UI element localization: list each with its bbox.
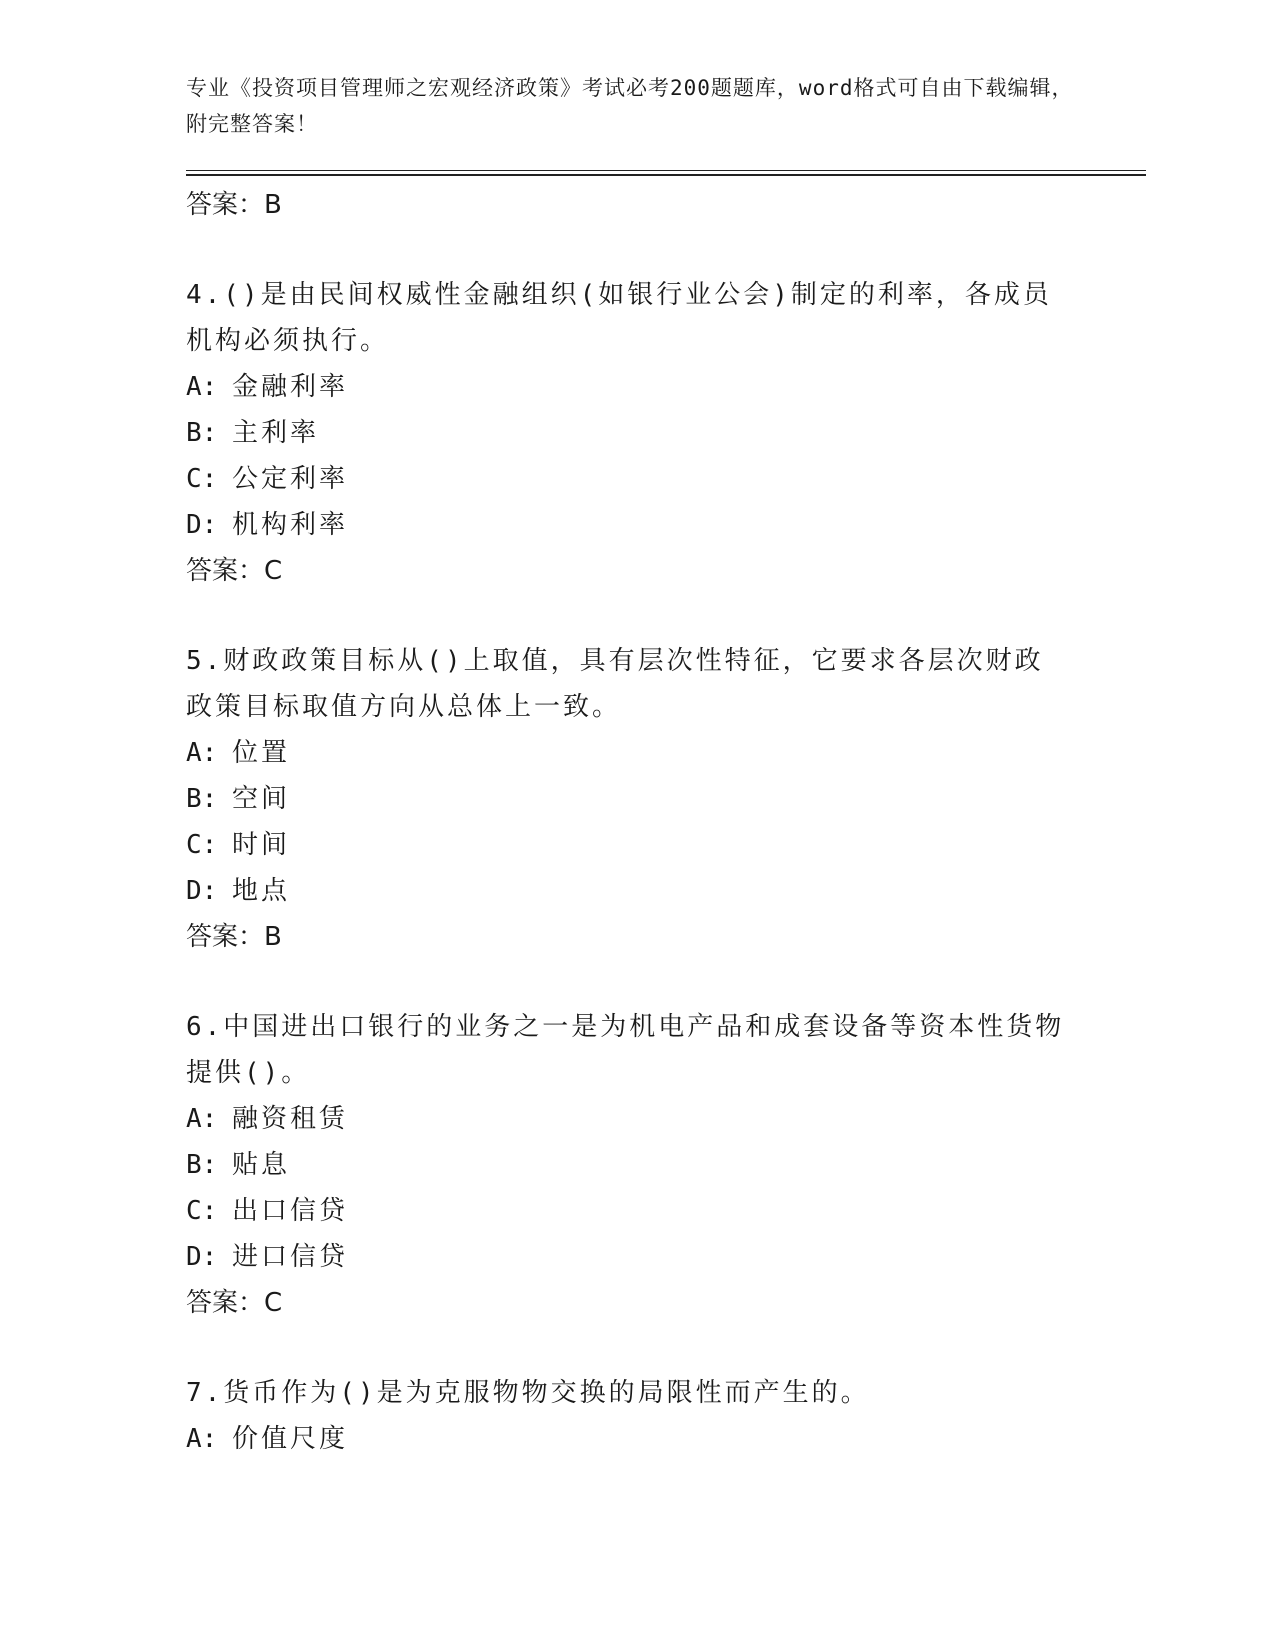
question-text: 5.财政政策目标从()上取值，具有层次性特征，它要求各层次财政政策目标取值方向从总体上一致。 xyxy=(186,646,1044,722)
document-header: 专业《投资项目管理师之宏观经济政策》考试必考200题题库，word格式可自由下载编辑，附完整答案！ xyxy=(186,76,1074,136)
option-key: C: xyxy=(186,464,218,494)
option-key: B: xyxy=(186,784,218,814)
question-text: 6.中国进出口银行的业务之一是为机电产品和成套设备等资本性货物提供()。 xyxy=(186,1012,1065,1088)
option-text: 机构利率 xyxy=(232,510,349,540)
option-text: 主利率 xyxy=(232,418,320,448)
answer-label: 答案：C xyxy=(186,556,283,586)
option-b xyxy=(186,776,1146,822)
option-key: A: xyxy=(186,372,218,402)
option-text: 时间 xyxy=(232,830,291,860)
option-text: 金融利率 xyxy=(232,372,349,402)
option-d xyxy=(186,1234,1146,1280)
option-key: D: xyxy=(186,876,218,906)
option-key: A: xyxy=(186,1104,218,1134)
option-key: C: xyxy=(186,1196,218,1226)
document-page xyxy=(186,70,1146,1462)
answer-label: 答案：B xyxy=(186,190,282,220)
option-key: D: xyxy=(186,1242,218,1272)
option-text: 融资租赁 xyxy=(232,1104,349,1134)
option-key: A: xyxy=(186,738,218,768)
option-c xyxy=(186,822,1146,868)
question-text: 7.货币作为()是为克服物物交换的局限性而产生的。 xyxy=(186,1378,870,1408)
option-a xyxy=(186,364,1146,410)
option-key: D: xyxy=(186,510,218,540)
question-block xyxy=(186,1370,1146,1462)
option-text: 进口信贷 xyxy=(232,1242,349,1272)
option-d xyxy=(186,868,1146,914)
option-text: 出口信贷 xyxy=(232,1196,349,1226)
option-d xyxy=(186,502,1146,548)
option-text: 价值尺度 xyxy=(232,1424,349,1454)
option-key: B: xyxy=(186,418,218,448)
option-a xyxy=(186,1096,1146,1142)
option-a xyxy=(186,1416,1146,1462)
option-text: 贴息 xyxy=(232,1150,291,1180)
question-block xyxy=(186,1004,1146,1326)
question-text: 4.()是由民间权威性金融组织(如银行业公会)制定的利率，各成员机构必须执行。 xyxy=(186,280,1052,356)
option-b xyxy=(186,1142,1146,1188)
option-text: 空间 xyxy=(232,784,291,814)
option-text: 地点 xyxy=(232,876,291,906)
option-text: 公定利率 xyxy=(232,464,349,494)
option-key: C: xyxy=(186,830,218,860)
option-key: A: xyxy=(186,1424,218,1454)
option-c xyxy=(186,1188,1146,1234)
option-text: 位置 xyxy=(232,738,291,768)
answer-label: 答案：B xyxy=(186,922,282,952)
header-rule-line xyxy=(186,174,1146,176)
answer-label: 答案：C xyxy=(186,1288,283,1318)
question-block xyxy=(186,272,1146,594)
header-rule xyxy=(186,170,1146,176)
option-a xyxy=(186,730,1146,776)
question-block xyxy=(186,638,1146,960)
option-c xyxy=(186,456,1146,502)
option-key: B: xyxy=(186,1150,218,1180)
option-b xyxy=(186,410,1146,456)
